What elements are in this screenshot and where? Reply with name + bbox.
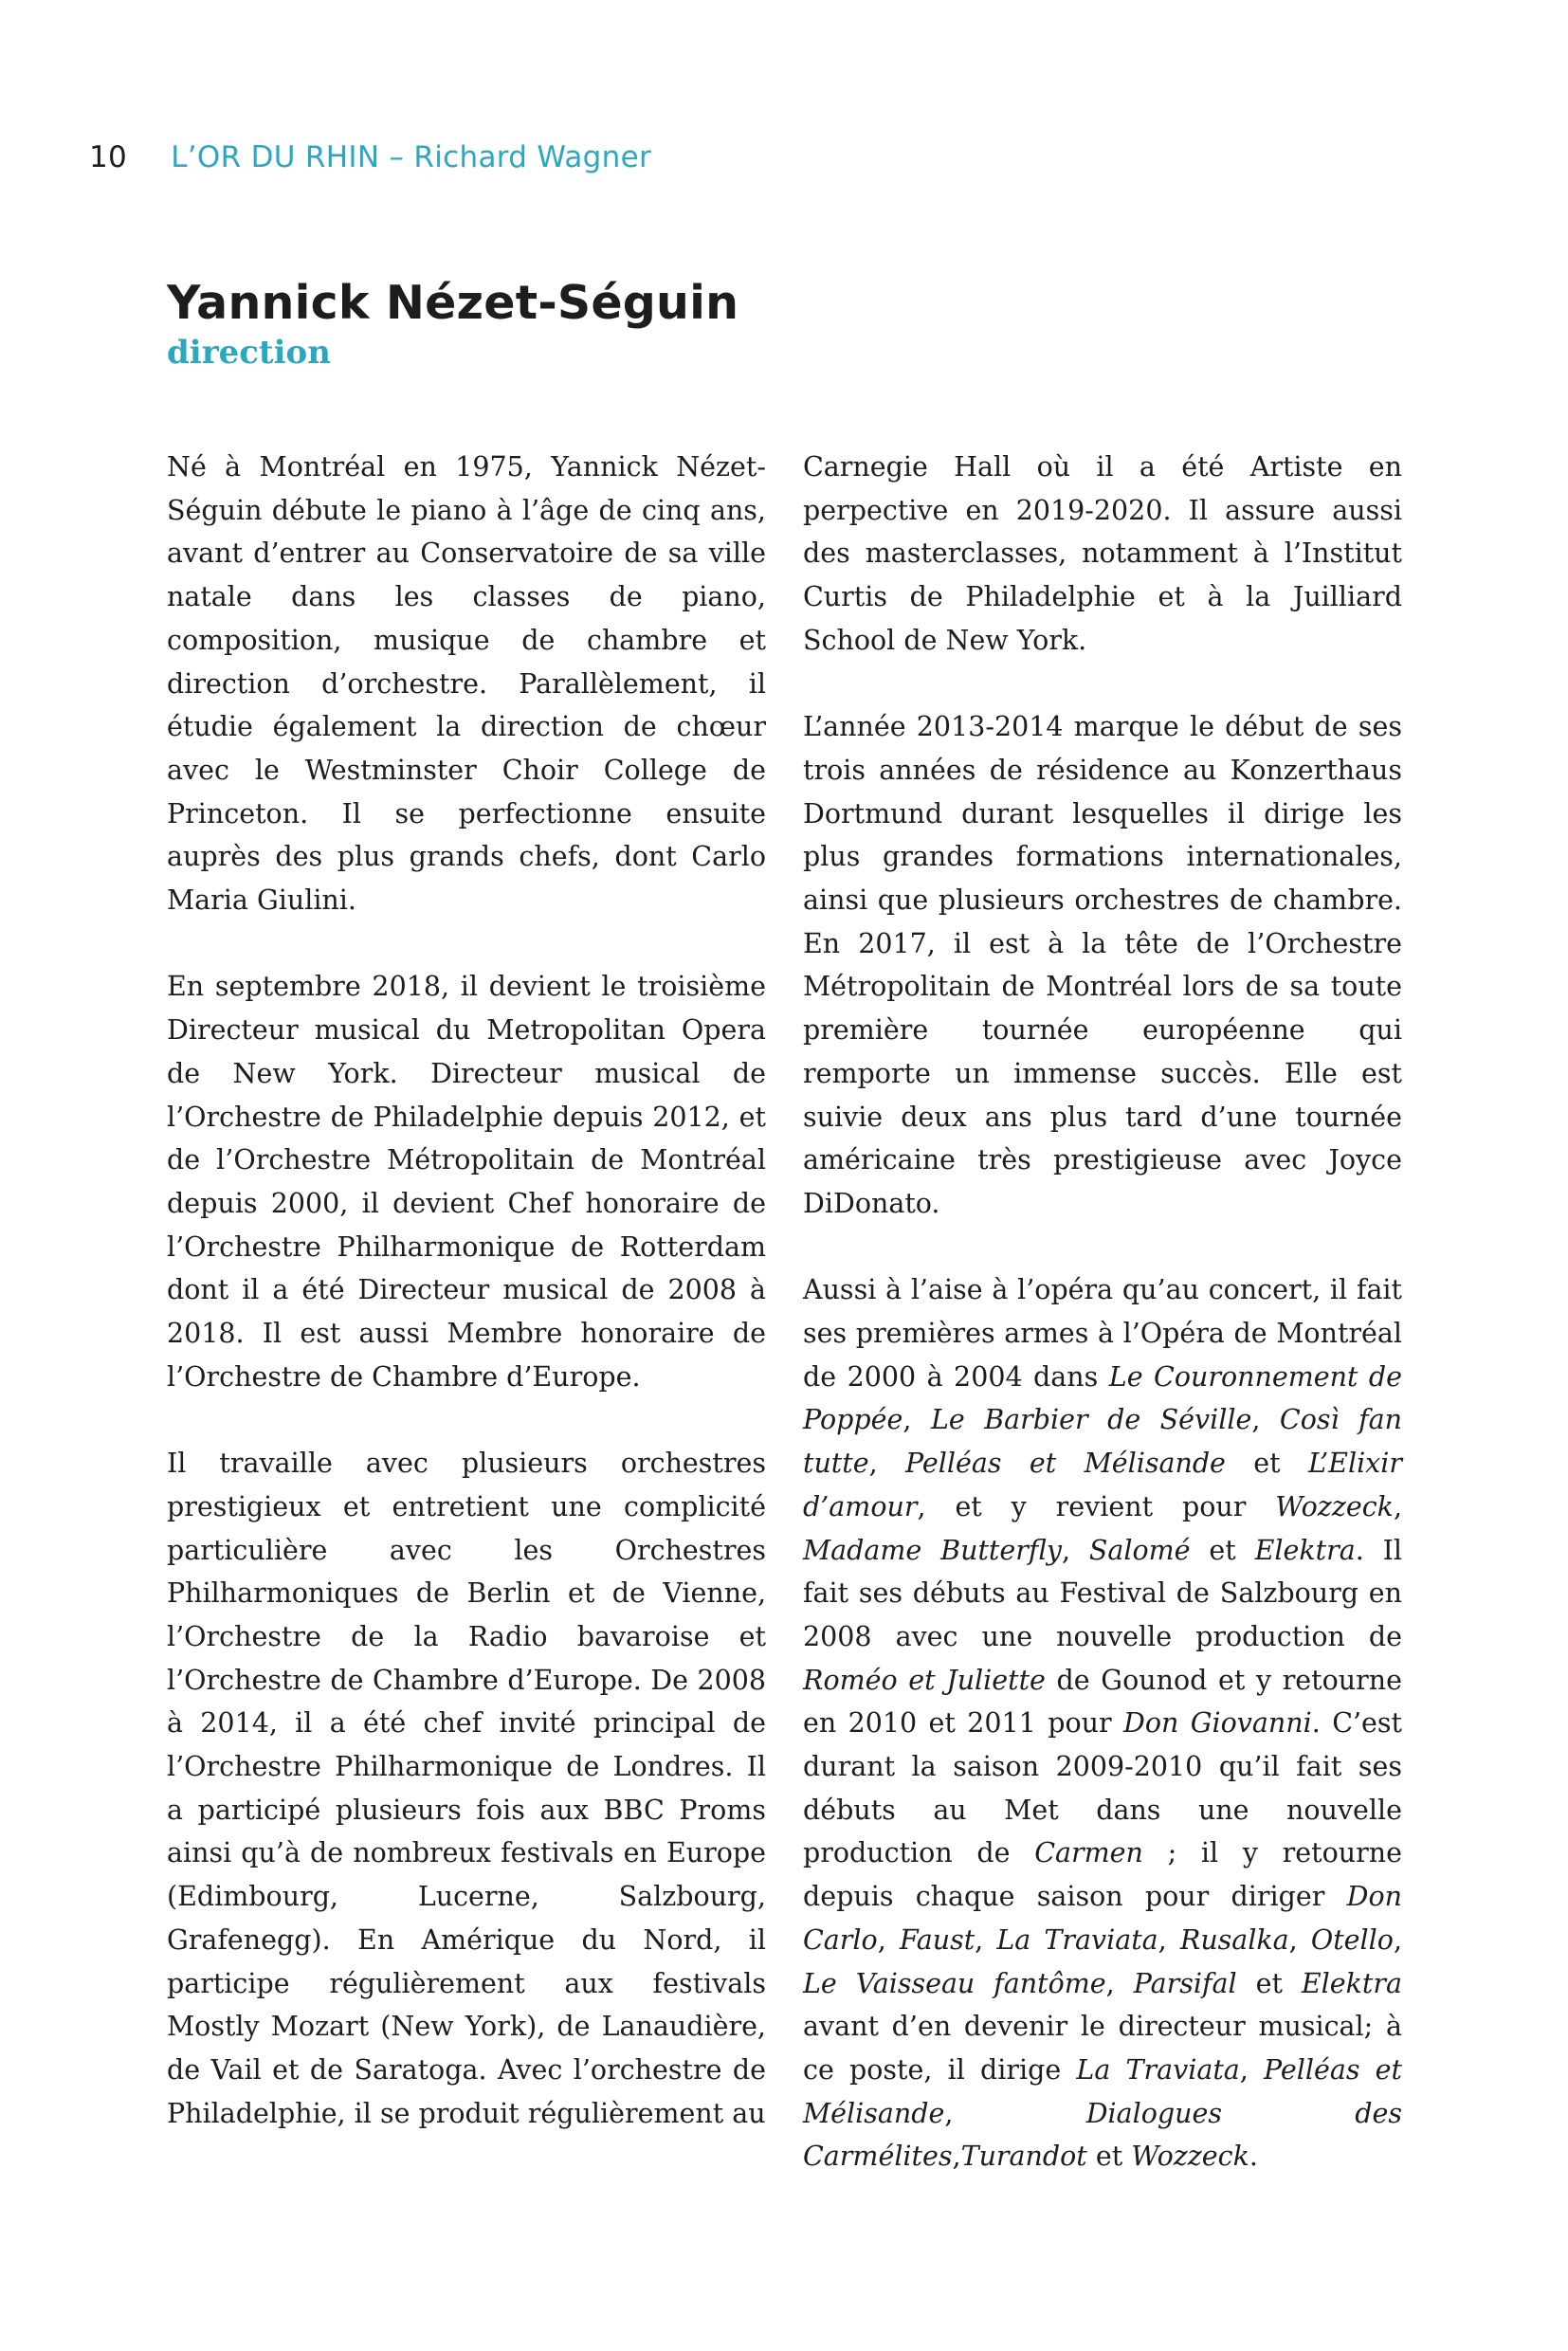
text-run: ,	[877, 1923, 900, 1956]
paragraph: En septembre 2018, il devient le troisième Directeur musical du Metropolitan Opera de New York. Directeur musical de l’Orchestre de Philadelphie depuis 2012, et de l’Orchestre Métropolitain de Montréal depuis 2000, il devient Chef honoraire de l’Orchestre Philharmonique de Rotterdam dont il a été Directeur musical de 2008 à 2018. Il est aussi Membre honoraire de l’Orchestre de Chambre d’Europe.	[167, 971, 766, 1393]
text-run: .	[1249, 2141, 1258, 2173]
work-title: Turandot	[960, 2141, 1087, 2173]
work-title: Così fan tutte	[803, 1404, 1402, 1480]
text-run: ,	[1393, 1490, 1402, 1522]
work-title: Elektra	[1254, 1534, 1356, 1566]
work-title: Wozzeck	[1275, 1490, 1394, 1522]
text-run: . Il fait ses débuts au Festival de Salzbourg en 2008 avec une nouvelle production de	[803, 1534, 1402, 1652]
work-title: Don Carlo	[803, 1881, 1402, 1956]
work-title: Le Barbier de Séville	[930, 1404, 1252, 1436]
work-title: Faust	[899, 1923, 975, 1956]
work-title: Carmen	[1034, 1837, 1143, 1869]
text-run: ,	[868, 1448, 906, 1480]
left-column	[167, 446, 766, 2135]
text-run: ,	[1105, 1967, 1134, 1999]
person-name: Yannick Nézet-Séguin	[167, 276, 739, 330]
text-run: ,	[1158, 1923, 1180, 1956]
page-number: 10	[89, 140, 128, 174]
text-run: et	[1225, 1448, 1308, 1480]
work-title: L’Elixir d’amour	[803, 1448, 1402, 1522]
work-title: Wozzeck	[1131, 2141, 1249, 2173]
paragraph	[803, 1268, 1402, 2178]
text-run: ,	[1239, 2053, 1265, 2086]
work-title: La Traviata	[1076, 2053, 1240, 2086]
work-title: La Traviata	[996, 1923, 1158, 1956]
text-run: ,	[1288, 1923, 1311, 1956]
work-title: Rusalka	[1179, 1923, 1289, 1956]
work-title: Pelléas et Mélisande	[905, 1448, 1226, 1480]
person-role: direction	[167, 334, 331, 372]
paragraph: L’année 2013-2014 marque le début de ses trois années de résidence au Konzerthaus Dortmund durant lesquelles il dirige les plus grandes formations internationales, ainsi que plusieurs orchestres de chambre. En 2017, il est à la tête de l’Orchestre Métropolitain de Montréal lors de sa toute première tournée européenne qui remporte un immense succès. Elle est suivie deux ans plus tard d’une tournée américaine très prestigieuse avec Joyce DiDonato.	[803, 711, 1402, 1219]
work-title: Le Couronnement de Poppée	[803, 1360, 1402, 1436]
text-run: de Gounod et y retourne en 2010 et 2011 pour	[803, 1664, 1402, 1740]
paragraph: Carnegie Hall où il a été Artiste en perpective en 2019-2020. Il assure aussi des masterclasses, notamment à l’Institut Curtis de Philadelphie et à la Juilliard School de New York.	[803, 451, 1402, 656]
text-run: et	[1190, 1534, 1255, 1566]
running-header	[89, 140, 651, 174]
work-title: Parsifal	[1133, 1967, 1237, 1999]
text-run: Aussi à l’aise à l’opéra qu’au concert, il fait ses premières armes à l’Opéra de Montréal de 2000 à 2004 dans	[803, 1274, 1402, 1393]
text-run: avant d’en devenir le directeur musical; à ce poste, il dirige	[803, 2011, 1402, 2086]
text-run: ,	[975, 1923, 997, 1956]
paragraph: Né à Montréal en 1975, Yannick Nézet-Séguin débute le piano à l’âge de cinq ans, avant d’entrer au Conservatoire de sa ville natale dans les classes de piano, composition, musique de chambre et direction d’orchestre. Parallèlement, il étudie également la direction de chœur avec le Westminster Choir College de Princeton. Il se perfectionne ensuite auprès des plus grands chefs, dont Carlo Maria Giulini.	[167, 451, 766, 917]
work-title: Elektra	[1301, 1967, 1402, 1999]
text-run: ,	[903, 1404, 931, 1436]
work-title: Don Giovanni	[1123, 1707, 1312, 1740]
work-title: Madame Butterfly	[803, 1534, 1062, 1566]
work-title: Roméo et Juliette	[803, 1664, 1046, 1696]
work-title: Dialogues des Carmélites	[803, 2097, 1402, 2173]
text-run: ,	[1251, 1404, 1280, 1436]
work-title: Otello	[1310, 1923, 1394, 1956]
text-run: et	[1086, 2141, 1132, 2173]
text-run: . C’est durant la saison 2009-2010 qu’il fait ses débuts au Met dans une nouvelle production de	[803, 1707, 1403, 1869]
running-title: L’OR DU RHIN – Richard Wagner	[171, 140, 652, 174]
text-run: , et y revient pour	[917, 1490, 1276, 1522]
text-run: ,	[1393, 1923, 1402, 1956]
paragraph: Il travaille avec plusieurs orchestres prestigieux et entretient une complicité particulière avec les Orchestres Philharmoniques de Berlin et de Vienne, l’Orchestre de la Radio bavaroise et l’Orchestre de Chambre d’Europe. De 2008 à 2014, il a été chef invité principal de l’Orchestre Philharmonique de Londres. Il a participé plusieurs fois aux BBC Proms ainsi qu’à de nombreux festivals en Europe (Edimbourg, Lucerne, Salzbourg, Grafenegg). En Amérique du Nord, il participe régulièrement aux festivals Mostly Mozart (New York), de Lanaudière, de Vail et de Saratoga. Avec l’orchestre de Philadelphie, il se produit régulièrement au	[167, 1448, 766, 2129]
text-run: ; il y retourne depuis chaque saison pour diriger	[803, 1837, 1402, 1913]
text-run: et	[1236, 1967, 1302, 1999]
work-title: Salomé	[1088, 1534, 1191, 1566]
text-run: ,	[944, 2097, 1086, 2129]
right-column	[803, 446, 1402, 2178]
text-run: ,	[1061, 1534, 1089, 1566]
text-run: ,	[952, 2141, 961, 2173]
bio-heading	[167, 275, 738, 374]
work-title: Pelléas et Mélisande	[803, 2053, 1402, 2129]
work-title: Le Vaisseau fantôme	[803, 1967, 1106, 1999]
